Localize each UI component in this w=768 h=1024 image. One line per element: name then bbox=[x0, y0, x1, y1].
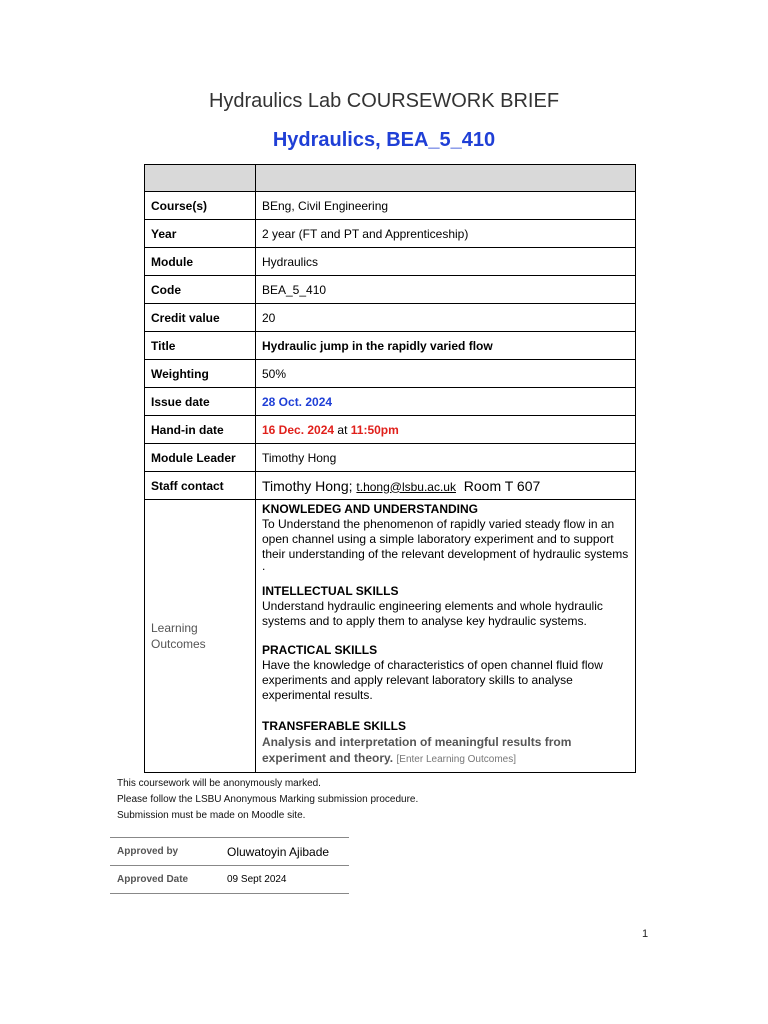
transferable-text-wrap bbox=[262, 734, 629, 768]
row-label: Course(s) bbox=[145, 192, 256, 220]
approved-date-label: Approved Date bbox=[110, 866, 220, 894]
knowledge-heading: KNOWLEDEG AND UNDERSTANDING bbox=[262, 502, 478, 516]
staff-contact-cell bbox=[256, 472, 636, 500]
learning-outcomes-placeholder: [Enter Learning Outcomes] bbox=[396, 754, 517, 765]
table-row-credit bbox=[145, 304, 636, 332]
row-label: Code bbox=[145, 276, 256, 304]
table-header-row bbox=[145, 165, 636, 192]
row-label: Staff contact bbox=[145, 472, 256, 500]
row-label: Issue date bbox=[145, 388, 256, 416]
row-value: 50% bbox=[256, 360, 636, 388]
table-row-module-leader bbox=[145, 444, 636, 472]
document-subtitle: Hydraulics, BEA_5_410 bbox=[272, 129, 496, 151]
hand-in-date-cell bbox=[256, 416, 636, 444]
coursework-info-table bbox=[144, 164, 636, 773]
row-value: Hydraulics bbox=[256, 248, 636, 276]
row-value: BEA_5_410 bbox=[256, 276, 636, 304]
lo-label-line1: Learning bbox=[151, 621, 198, 635]
approved-by-label: Approved by bbox=[110, 838, 220, 866]
table-row-staff-contact bbox=[145, 472, 636, 500]
table-row-year bbox=[145, 220, 636, 248]
approved-date-value: 09 Sept 2024 bbox=[220, 866, 349, 894]
practical-text: Have the knowledge of characteristics of open channel fluid flow experiments and apply relevant laboratory skills to analyse experimental results. bbox=[262, 658, 603, 702]
note-line: This coursework will be anonymously marked. bbox=[117, 778, 321, 789]
approved-by-value: Oluwatoyin Ajibade bbox=[220, 838, 349, 866]
lo-label-line2: Outcomes bbox=[151, 637, 206, 651]
hand-in-date: 16 Dec. 2024 bbox=[262, 422, 335, 437]
knowledge-dot: . bbox=[262, 559, 266, 573]
practical-heading: PRACTICAL SKILLS bbox=[262, 643, 378, 657]
hand-in-time: 11:50pm bbox=[350, 422, 399, 437]
transferable-text: Analysis and interpretation of meaningful results from experiment and theory. bbox=[262, 735, 572, 765]
table-row-code bbox=[145, 276, 636, 304]
issue-date-value: 28 Oct. 2024 bbox=[256, 388, 636, 416]
staff-contact-name: Timothy Hong; bbox=[262, 477, 353, 494]
note-line: Submission must be made on Moodle site. bbox=[117, 810, 306, 821]
approval-row-date bbox=[110, 866, 349, 894]
table-row-courses bbox=[145, 192, 636, 220]
hand-in-at: at bbox=[337, 422, 348, 437]
table-row-title bbox=[145, 332, 636, 360]
row-label: Credit value bbox=[145, 304, 256, 332]
table-row-issue-date bbox=[145, 388, 636, 416]
row-label: Weighting bbox=[145, 360, 256, 388]
row-value: BEng, Civil Engineering bbox=[256, 192, 636, 220]
knowledge-text: To Understand the phenomenon of rapidly varied steady flow in an open channel using a simple laboratory experiment and to support their understanding of the relevant development of hydraulic systems bbox=[262, 517, 629, 561]
knowledge-section bbox=[262, 502, 629, 573]
row-label: Hand-in date bbox=[145, 416, 256, 444]
learning-outcomes-content bbox=[256, 500, 636, 773]
row-value: Timothy Hong bbox=[256, 444, 636, 472]
practical-section bbox=[262, 643, 629, 703]
row-label: Year bbox=[145, 220, 256, 248]
document-title: Hydraulics Lab COURSEWORK BRIEF bbox=[208, 90, 560, 112]
learning-outcomes-label bbox=[145, 500, 256, 773]
intellectual-text: Understand hydraulic engineering elements and whole hydraulic systems and to apply them to analyse key hydraulic systems. bbox=[262, 599, 603, 628]
row-label: Module bbox=[145, 248, 256, 276]
staff-email-link[interactable]: t.hong@lsbu.ac.uk bbox=[356, 479, 456, 494]
approval-row-by bbox=[110, 838, 349, 866]
table-row-hand-in-date bbox=[145, 416, 636, 444]
row-label: Title bbox=[145, 332, 256, 360]
table-row-learning-outcomes bbox=[145, 500, 636, 773]
transferable-section bbox=[262, 719, 629, 768]
note-line: Please follow the LSBU Anonymous Marking submission procedure. bbox=[117, 794, 419, 805]
marking-notes bbox=[117, 776, 418, 824]
row-value: 2 year (FT and PT and Apprenticeship) bbox=[256, 220, 636, 248]
page-number: 1 bbox=[642, 928, 649, 940]
row-label: Module Leader bbox=[145, 444, 256, 472]
intellectual-heading: INTELLECTUAL SKILLS bbox=[262, 584, 399, 598]
intellectual-section bbox=[262, 584, 629, 629]
row-value: Hydraulic jump in the rapidly varied flow bbox=[256, 332, 636, 360]
table-row-weighting bbox=[145, 360, 636, 388]
transferable-heading: TRANSFERABLE SKILLS bbox=[262, 719, 406, 733]
approval-table bbox=[110, 837, 349, 894]
row-value: 20 bbox=[256, 304, 636, 332]
staff-room: Room T 607 bbox=[463, 477, 541, 494]
table-row-module bbox=[145, 248, 636, 276]
